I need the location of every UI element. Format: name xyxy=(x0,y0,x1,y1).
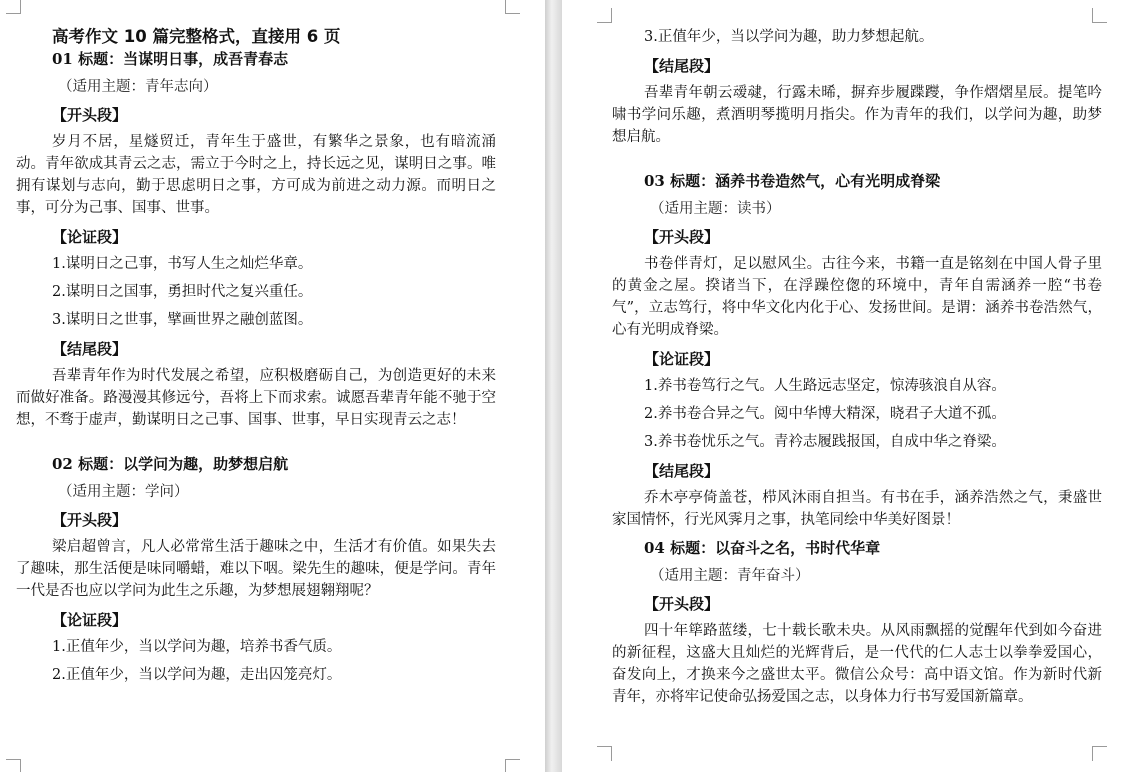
ending-paragraph: 吾辈青年朝云叆叇，行露未晞，摒弃步履蹀躞，争作熠熠星辰。提笔吟啸书学问乐趣，煮酒明琴揽明月指尖。作为青年的我们，以学问为趣，助梦想启航。 xyxy=(612,85,1102,145)
intro-paragraph: 岁月不居，星燧贸迁，青年生于盛世，有繁华之景象，也有暗流涌动。青年欲成其青云之志，需立于今时之上，持长远之见，谋明日之事。唯拥有谋划与志向，勤于思虑明日之事，方可成为前进之动力源。而明日之事，可分为己事、国事、世事。 xyxy=(16,134,496,216)
argument-point: 1.谋明日之己事，书写人生之灿烂华章。 xyxy=(52,256,313,272)
section-label-intro: 【开头段】 xyxy=(644,228,720,246)
argument-point: 2.养书卷合异之气。阅中华博大精深，晓君子大道不孤。 xyxy=(644,406,1006,422)
essay-01 xyxy=(16,48,496,431)
essay-02 xyxy=(16,453,496,686)
essay-theme: （适用主题：学问） xyxy=(58,484,189,500)
essay-title: 04 标题：以奋斗之名，书时代华章 xyxy=(644,539,881,557)
section-label-intro: 【开头段】 xyxy=(644,595,720,613)
crop-mark-bottom-right xyxy=(1092,746,1107,761)
section-label-intro: 【开头段】 xyxy=(52,511,128,529)
section-label-ending: 【结尾段】 xyxy=(52,340,128,358)
section-label-argument: 【论证段】 xyxy=(52,228,128,246)
essay-theme: （适用主题：读书） xyxy=(650,201,781,217)
essay-title: 01 标题：当谋明日事，成吾青春志 xyxy=(52,50,289,68)
argument-point: 1.养书卷笃行之气。人生路远志坚定，惊涛骇浪自从容。 xyxy=(644,378,1006,394)
ending-paragraph: 吾辈青年作为时代发展之希望，应积极磨砺自己，为创造更好的未来而做好准备。路漫漫其修远兮，吾将上下而求索。诚愿吾辈青年能不驰于空想，不骛于虚声，勤谋明日之己事、国事、世事，早日实现青云之志！ xyxy=(16,368,496,428)
essay-title: 02 标题：以学问为趣，助梦想启航 xyxy=(52,455,289,473)
crop-mark-bottom-left xyxy=(6,759,21,772)
crop-mark-bottom-left xyxy=(597,746,612,761)
crop-mark-top-right xyxy=(1092,8,1107,23)
section-label-ending: 【结尾段】 xyxy=(644,462,720,480)
crop-mark-top-left xyxy=(6,0,21,14)
section-label-argument: 【论证段】 xyxy=(644,350,720,368)
intro-paragraph: 四十年筚路蓝缕，七十载长歌未央。从风雨飘摇的觉醒年代到如今奋进的新征程，这盛大且灿烂的光辉背后，是一代代的仁人志士以拳拳爱国心，奋发向上，才换来今之盛世太平。微信公众号：高中语文馆。作为新时代新青年，亦将牢记使命弘扬爱国之志，以身体力行书写爱国新篇章。 xyxy=(612,623,1102,705)
essay-03 xyxy=(612,170,1102,531)
section-label-argument: 【论证段】 xyxy=(52,611,128,629)
argument-point: 3.正值年少，当以学问为趣，助力梦想起航。 xyxy=(644,29,934,45)
crop-mark-bottom-right xyxy=(505,759,520,772)
ending-paragraph: 乔木亭亭倚盖苍，栉风沐雨自担当。有书在手，涵养浩然之气，秉盛世家国情怀，行光风霁月之事，执笔同绘中华美好图景！ xyxy=(612,490,1102,528)
document-title: 高考作文 10 篇完整格式，直接用 6 页 xyxy=(52,27,341,46)
essay-theme: （适用主题：青年志向） xyxy=(58,79,218,95)
argument-point: 2.谋明日之国事，勇担时代之复兴重任。 xyxy=(52,284,313,300)
argument-point: 2.正值年少，当以学问为趣，走出囚笼亮灯。 xyxy=(52,667,342,683)
intro-paragraph: 书卷伴青灯，足以慰风尘。古往今来，书籍一直是铭刻在中国人骨子里的黄金之屋。揆诸当下，在浮躁倥偬的环境中，青年自需涵养一腔“书卷气”，立志笃行，将中华文化内化于心、发扬世间。是谓：涵养书卷浩然气，心有光明成脊梁。 xyxy=(612,256,1102,338)
crop-mark-top-right xyxy=(505,0,520,14)
essay-02-continued xyxy=(612,26,1102,148)
crop-mark-top-left xyxy=(597,8,612,23)
argument-point: 1.正值年少，当以学问为趣，培养书香气质。 xyxy=(52,639,342,655)
page-body-right xyxy=(612,26,1102,714)
page-body-left xyxy=(16,22,496,692)
intro-paragraph: 梁启超曾言，凡人必常常生活于趣味之中，生活才有价值。如果失去了趣味，那生活便是味同嚼蜡，难以下咽。梁先生的趣味，便是学问。青年一代是否也应以学问为此生之乐趣，为梦想展翅翱翔呢？ xyxy=(16,539,496,599)
document-page-left xyxy=(0,0,545,772)
page-gutter xyxy=(545,0,562,772)
argument-point: 3.谋明日之世事，擘画世界之融创蓝图。 xyxy=(52,312,313,328)
section-label-ending: 【结尾段】 xyxy=(644,57,720,75)
essay-title: 03 标题：涵养书卷造然气，心有光明成脊梁 xyxy=(644,172,941,190)
essay-04 xyxy=(612,537,1102,708)
document-page-right xyxy=(562,0,1140,772)
essay-theme: （适用主题：青年奋斗） xyxy=(650,568,810,584)
section-label-intro: 【开头段】 xyxy=(52,106,128,124)
argument-point: 3.养书卷忧乐之气。青衿志履践报国，自成中华之脊梁。 xyxy=(644,434,1006,450)
